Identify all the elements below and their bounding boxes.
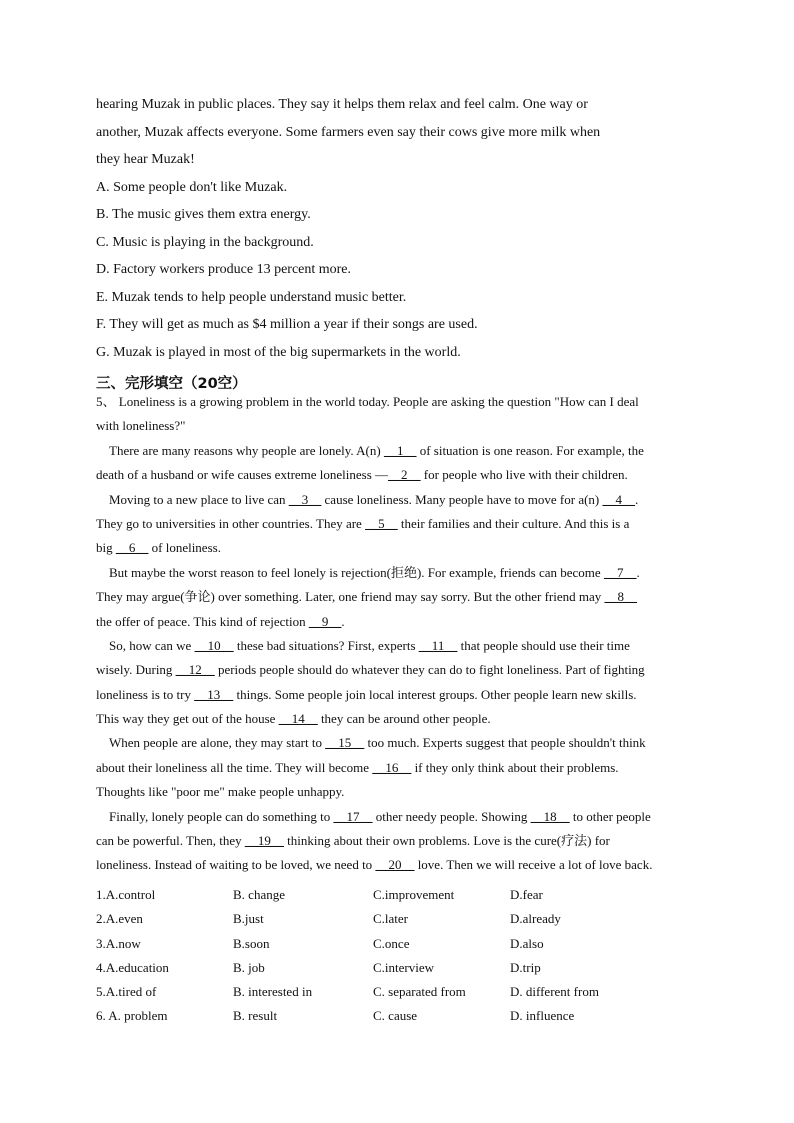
passage-text: other needy people. Showing: [372, 808, 531, 824]
passage-text: that people should use their time: [457, 637, 630, 653]
passage-text: they can be around other people.: [317, 711, 491, 727]
blank-17: __17__: [333, 808, 373, 824]
blank-10: __10__: [194, 637, 234, 653]
choice-a: 6. A. problem: [96, 1008, 168, 1024]
passage-text: with loneliness?": [96, 418, 186, 434]
passage-text: about their loneliness all the time. They will become: [96, 759, 373, 775]
passage-line: [96, 660, 698, 684]
passage-line: [96, 538, 698, 562]
choice-c: C.interview: [373, 959, 435, 975]
passage-text: these bad situations? First, experts: [233, 637, 419, 653]
choice-a: 4.A.education: [96, 959, 169, 975]
passage-line: [96, 514, 698, 538]
choice-row-3: [96, 934, 696, 958]
choice-d: D.trip: [510, 959, 541, 975]
answer-choices: [96, 885, 696, 1031]
choice-b: B. result: [233, 1008, 278, 1024]
passage-text: This way they get out of the house: [96, 711, 279, 727]
choice-c: C.later: [373, 911, 409, 927]
choice-row-2: [96, 909, 696, 933]
blank-18: __18__: [530, 808, 570, 824]
choice-b: B. change: [233, 887, 285, 902]
passage-text: love. Then we will receive a lot of love back.: [414, 857, 653, 873]
blank-8: __8__: [604, 589, 637, 605]
passage-text: Thoughts like "poor me" make people unhappy.: [96, 784, 345, 800]
intro-line: another, Muzak affects everyone. Some farmers even say their cows give more milk when: [96, 124, 601, 140]
passage-text: wisely. During: [96, 662, 176, 678]
passage-line: [96, 733, 698, 757]
passage-text: loneliness. Instead of waiting to be loved, we need to: [96, 857, 376, 873]
option-g: G. Muzak is played in most of the big supermarkets in the world.: [96, 345, 461, 361]
passage-line: [96, 416, 698, 440]
choice-c: C.improvement: [373, 887, 455, 902]
blank-6: __6__: [115, 540, 149, 556]
choice-c: C. cause: [373, 1008, 418, 1024]
blank-2: __2__: [388, 467, 421, 483]
choice-a: 5.A.tired of: [96, 984, 157, 1000]
passage-line: [96, 758, 698, 782]
choice-d: D.fear: [510, 887, 543, 902]
passage-text: They go to universities in other countries. They are: [96, 515, 366, 531]
passage-text: loneliness is to try: [96, 686, 195, 702]
passage-line: [96, 563, 698, 587]
choice-b: B. job: [233, 959, 265, 975]
passage-line: [96, 831, 698, 855]
passage-line: [96, 465, 698, 489]
passage-text: the offer of peace. This kind of rejection: [96, 613, 309, 629]
choice-a: 1.A.control: [96, 887, 156, 902]
passage-text: death of a husband or wife causes extreme loneliness —: [96, 467, 389, 483]
blank-19: __19__: [244, 833, 284, 849]
choice-c: C.once: [373, 935, 410, 951]
cloze-passage: [96, 392, 698, 880]
blank-12: __12__: [175, 662, 215, 678]
option-f: F. They will get as much as $4 million a year if their songs are used.: [96, 317, 478, 333]
option-e: E. Muzak tends to help people understand music better.: [96, 289, 407, 305]
blank-5: __5__: [365, 515, 398, 531]
choice-d: D.already: [510, 911, 561, 927]
intro-line: hearing Muzak in public places. They say it helps them relax and feel calm. One way or: [96, 97, 588, 112]
passage-text: can be powerful. Then, they: [96, 833, 245, 849]
intro-text: [96, 95, 696, 371]
choice-row-5: [96, 982, 696, 1006]
choice-c: C. separated from: [373, 984, 466, 1000]
blank-4: __4__: [602, 491, 635, 507]
passage-text: of loneliness.: [148, 540, 221, 556]
passage-text: for people who live with their children.: [420, 467, 628, 483]
passage-text: .: [636, 564, 640, 580]
passage-text: of situation is one reason. For example, the: [416, 442, 644, 458]
passage-line: [96, 490, 698, 514]
blank-7: __7__: [603, 564, 637, 580]
choice-b: B. interested in: [233, 984, 313, 1000]
passage-text: big: [96, 540, 116, 556]
choice-row-6: [96, 1006, 696, 1030]
passage-text: thinking about their own problems. Love is the cure(疗法) for: [283, 833, 610, 849]
blank-16: __16__: [372, 759, 412, 775]
passage-text: Finally, lonely people can do something to: [109, 808, 334, 824]
option-c: C. Music is playing in the background.: [96, 234, 314, 250]
passage-line: [96, 636, 698, 660]
choice-d: D. different from: [510, 984, 599, 1000]
passage-line: [96, 441, 698, 465]
choice-d: D.also: [510, 935, 544, 951]
intro-line: they hear Muzak!: [96, 152, 195, 167]
choice-b: B.just: [233, 911, 264, 927]
passage-line: [96, 807, 698, 831]
choice-b: B.soon: [233, 935, 270, 951]
passage-line: [96, 782, 698, 806]
passage-line: [96, 709, 698, 733]
option-a: A. Some people don't like Muzak.: [96, 179, 288, 195]
passage-text: When people are alone, they may start to: [109, 735, 326, 751]
choice-row-4: [96, 958, 696, 982]
blank-11: __11__: [418, 637, 458, 653]
passage-line: [96, 612, 698, 636]
passage-text: cause loneliness. Many people have to move for a(n): [321, 491, 603, 507]
passage-text: Moving to a new place to live can: [109, 491, 289, 507]
passage-text: things. Some people join local interest groups. Other people learn new skills.: [233, 686, 637, 702]
passage-line: [96, 392, 698, 416]
blank-15: __15__: [325, 735, 365, 751]
blank-9: __9__: [308, 613, 342, 629]
option-d: D. Factory workers produce 13 percent more.: [96, 262, 352, 278]
passage-text: They may argue(争论) over something. Later, one friend may say sorry. But the other friend may: [96, 589, 605, 605]
choice-d: D. influence: [510, 1008, 575, 1024]
passage-text: their families and their culture. And this is a: [397, 515, 630, 531]
passage-line: [96, 685, 698, 709]
blank-20: __20__: [375, 857, 415, 873]
section-heading: 三、完形填空（20空）: [96, 376, 247, 392]
passage-text: 5、 Loneliness is a growing problem in the world today. People are asking the question "How can I deal: [96, 394, 639, 409]
passage-text: too much. Experts suggest that people shouldn't think: [364, 735, 646, 751]
passage-text: But maybe the worst reason to feel lonely is rejection(拒绝). For example, friends can become: [109, 564, 604, 580]
blank-13: __13__: [194, 686, 234, 702]
passage-text: .: [635, 491, 639, 507]
passage-text: to other people: [569, 808, 651, 824]
passage-text: .: [341, 613, 345, 629]
blank-1: __1__: [383, 442, 417, 458]
passage-text: So, how can we: [109, 637, 195, 653]
passage-line: [96, 855, 698, 879]
passage-text: if they only think about their problems.: [411, 759, 619, 775]
blank-14: __14__: [278, 711, 318, 727]
choice-a: 3.A.now: [96, 935, 141, 951]
blank-3: __3__: [288, 491, 322, 507]
passage-text: periods people should do whatever they can do to fight loneliness. Part of fighting: [214, 662, 645, 678]
passage-text: There are many reasons why people are lonely. A(n): [109, 442, 384, 458]
choice-row-1: [96, 885, 696, 909]
option-b: B. The music gives them extra energy.: [96, 207, 311, 223]
passage-line: [96, 587, 698, 611]
choice-a: 2.A.even: [96, 911, 143, 927]
